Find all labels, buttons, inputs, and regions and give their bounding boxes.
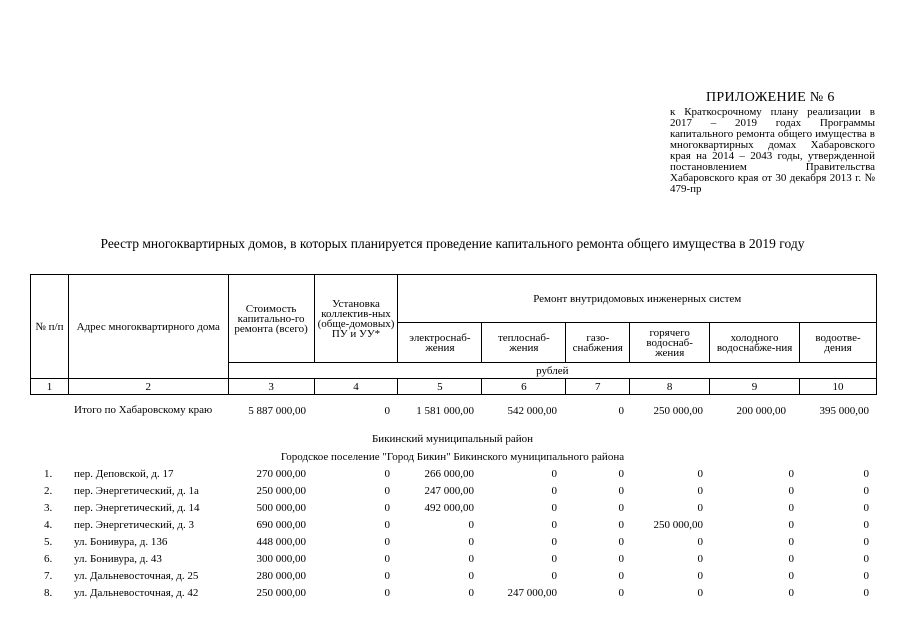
cell-heating: 247 000,00 bbox=[507, 587, 557, 599]
cell-sewer: 0 bbox=[863, 570, 869, 582]
table-row bbox=[0, 553, 905, 569]
col-number: 1 bbox=[31, 379, 69, 395]
cell-sewer: 0 bbox=[863, 519, 869, 531]
col-number: 8 bbox=[630, 379, 710, 395]
total-cold-water: 200 000,00 bbox=[736, 405, 786, 417]
cell-gas: 0 bbox=[618, 502, 624, 514]
cell-electric: 247 000,00 bbox=[424, 485, 474, 497]
cell-electric: 0 bbox=[468, 519, 474, 531]
settlement-heading: Городское поселение "Город Бикин" Бикинского муниципального района bbox=[280, 451, 625, 463]
table-row bbox=[0, 519, 905, 535]
cell-heating: 0 bbox=[551, 502, 557, 514]
cell-heating: 0 bbox=[551, 570, 557, 582]
cell-gas: 0 bbox=[618, 553, 624, 565]
table-row bbox=[0, 570, 905, 586]
cell-meters: 0 bbox=[384, 502, 390, 514]
cell-meters: 0 bbox=[384, 519, 390, 531]
cell-meters: 0 bbox=[384, 468, 390, 480]
cell-heating: 0 bbox=[551, 468, 557, 480]
table-row bbox=[0, 502, 905, 518]
row-number: 5. bbox=[44, 536, 53, 548]
total-hot-water: 250 000,00 bbox=[653, 405, 703, 417]
total-gas: 0 bbox=[618, 405, 624, 417]
cell-hot-water: 0 bbox=[697, 570, 703, 582]
row-address: пер. Энергетический, д. 3 bbox=[74, 519, 195, 531]
col-number: 9 bbox=[710, 379, 800, 395]
cell-heating: 0 bbox=[551, 536, 557, 548]
cell-sewer: 0 bbox=[863, 502, 869, 514]
total-cost: 5 887 000,00 bbox=[248, 405, 306, 417]
cell-cold-water: 0 bbox=[788, 485, 794, 497]
column-numbers-row bbox=[31, 379, 877, 395]
cell-gas: 0 bbox=[618, 536, 624, 548]
cell-hot-water: 0 bbox=[697, 587, 703, 599]
cell-sewer: 0 bbox=[863, 468, 869, 480]
cell-gas: 0 bbox=[618, 587, 624, 599]
row-address: ул. Бонивура, д. 43 bbox=[74, 553, 162, 565]
cell-heating: 0 bbox=[551, 485, 557, 497]
col-number: 2 bbox=[68, 379, 228, 395]
header-unit: рублей bbox=[228, 363, 876, 379]
row-number: 1. bbox=[44, 468, 53, 480]
table-header bbox=[30, 274, 877, 395]
cell-hot-water: 250 000,00 bbox=[653, 519, 703, 531]
cell-cold-water: 0 bbox=[788, 553, 794, 565]
row-address: ул. Дальневосточная, д. 25 bbox=[74, 570, 199, 582]
row-number: 4. bbox=[44, 519, 53, 531]
appendix-title: ПРИЛОЖЕНИЕ № 6 bbox=[706, 90, 835, 105]
row-address: пер. Энергетический, д. 14 bbox=[74, 502, 200, 514]
cell-cost: 280 000,00 bbox=[256, 570, 306, 582]
district-heading: Бикинский муниципальный район bbox=[371, 433, 534, 445]
cell-meters: 0 bbox=[384, 553, 390, 565]
cell-cost: 250 000,00 bbox=[256, 485, 306, 497]
cell-meters: 0 bbox=[384, 485, 390, 497]
total-heating: 542 000,00 bbox=[507, 405, 557, 417]
header-gas: газо-снабжения bbox=[566, 323, 630, 363]
cell-cold-water: 0 bbox=[788, 570, 794, 582]
cell-sewer: 0 bbox=[863, 536, 869, 548]
cell-cost: 270 000,00 bbox=[256, 468, 306, 480]
cell-electric: 266 000,00 bbox=[424, 468, 474, 480]
cell-heating: 0 bbox=[551, 519, 557, 531]
row-number: 6. bbox=[44, 553, 53, 565]
cell-hot-water: 0 bbox=[697, 502, 703, 514]
cell-cold-water: 0 bbox=[788, 536, 794, 548]
header-heating: теплоснаб-жения bbox=[482, 323, 566, 363]
cell-gas: 0 bbox=[618, 468, 624, 480]
col-number: 3 bbox=[228, 379, 314, 395]
cell-cost: 500 000,00 bbox=[256, 502, 306, 514]
cell-electric: 492 000,00 bbox=[424, 502, 474, 514]
header-cold-water: холодного водоснабже-ния bbox=[710, 323, 800, 363]
total-meters: 0 bbox=[384, 405, 390, 417]
row-number: 3. bbox=[44, 502, 53, 514]
col-number: 7 bbox=[566, 379, 630, 395]
row-address: пер. Энергетический, д. 1а bbox=[74, 485, 199, 497]
table-row bbox=[0, 587, 905, 603]
header-address: Адрес многоквартирного дома bbox=[68, 275, 228, 379]
total-electric: 1 581 000,00 bbox=[416, 405, 474, 417]
row-address: ул. Бонивура, д. 136 bbox=[74, 536, 168, 548]
header-meters: Установка коллектив-ных (обще-домовых) ПУ и УУ* bbox=[314, 275, 398, 363]
cell-gas: 0 bbox=[618, 570, 624, 582]
cell-heating: 0 bbox=[551, 553, 557, 565]
cell-gas: 0 bbox=[618, 519, 624, 531]
cell-sewer: 0 bbox=[863, 485, 869, 497]
cell-cost: 250 000,00 bbox=[256, 587, 306, 599]
cell-electric: 0 bbox=[468, 553, 474, 565]
row-address: ул. Дальневосточная, д. 42 bbox=[74, 587, 199, 599]
row-number: 7. bbox=[44, 570, 53, 582]
cell-hot-water: 0 bbox=[697, 536, 703, 548]
header-systems: Ремонт внутридомовых инженерных систем bbox=[398, 275, 877, 323]
cell-gas: 0 bbox=[618, 485, 624, 497]
header-electric: электроснаб-жения bbox=[398, 323, 482, 363]
cell-cost: 448 000,00 bbox=[256, 536, 306, 548]
cell-cold-water: 0 bbox=[788, 502, 794, 514]
header-cost: Стоимость капитально-го ремонта (всего) bbox=[228, 275, 314, 363]
cell-hot-water: 0 bbox=[697, 468, 703, 480]
cell-electric: 0 bbox=[468, 536, 474, 548]
cell-cold-water: 0 bbox=[788, 468, 794, 480]
appendix-text: к Краткосрочному плану реализации в 2017 – 2019 годах Программы капитального ремонта общего имущества в многоквартирных домах Хабаровского края на 2014 – 2043 годы, утвержденной постановлением Правительства Хабаровского края от 30 декабря 2013 г. № 479-пр bbox=[670, 106, 875, 195]
cell-cost: 690 000,00 bbox=[256, 519, 306, 531]
table-row bbox=[0, 485, 905, 501]
col-number: 10 bbox=[800, 379, 877, 395]
row-address: пер. Деповской, д. 17 bbox=[74, 468, 174, 480]
cell-electric: 0 bbox=[468, 587, 474, 599]
cell-sewer: 0 bbox=[863, 587, 869, 599]
cell-sewer: 0 bbox=[863, 553, 869, 565]
col-number: 4 bbox=[314, 379, 398, 395]
header-num: № п/п bbox=[31, 275, 69, 379]
row-number: 2. bbox=[44, 485, 53, 497]
col-number: 6 bbox=[482, 379, 566, 395]
header-hot-water: горячего водоснаб-жения bbox=[630, 323, 710, 363]
cell-cost: 300 000,00 bbox=[256, 553, 306, 565]
total-row bbox=[0, 405, 905, 431]
cell-meters: 0 bbox=[384, 570, 390, 582]
row-number: 8. bbox=[44, 587, 53, 599]
cell-hot-water: 0 bbox=[697, 485, 703, 497]
table-row bbox=[0, 536, 905, 552]
total-label: Итого по Хабаровскому краю bbox=[74, 404, 213, 416]
total-sewer: 395 000,00 bbox=[819, 405, 869, 417]
header-sewer: водоотве-дения bbox=[800, 323, 877, 363]
table-row bbox=[0, 468, 905, 484]
cell-meters: 0 bbox=[384, 587, 390, 599]
col-number: 5 bbox=[398, 379, 482, 395]
cell-electric: 0 bbox=[468, 570, 474, 582]
registry-title: Реестр многоквартирных домов, в которых планируется проведение капитального ремонта общего имущества в 2019 году bbox=[100, 236, 805, 251]
cell-cold-water: 0 bbox=[788, 587, 794, 599]
cell-hot-water: 0 bbox=[697, 553, 703, 565]
cell-cold-water: 0 bbox=[788, 519, 794, 531]
cell-meters: 0 bbox=[384, 536, 390, 548]
